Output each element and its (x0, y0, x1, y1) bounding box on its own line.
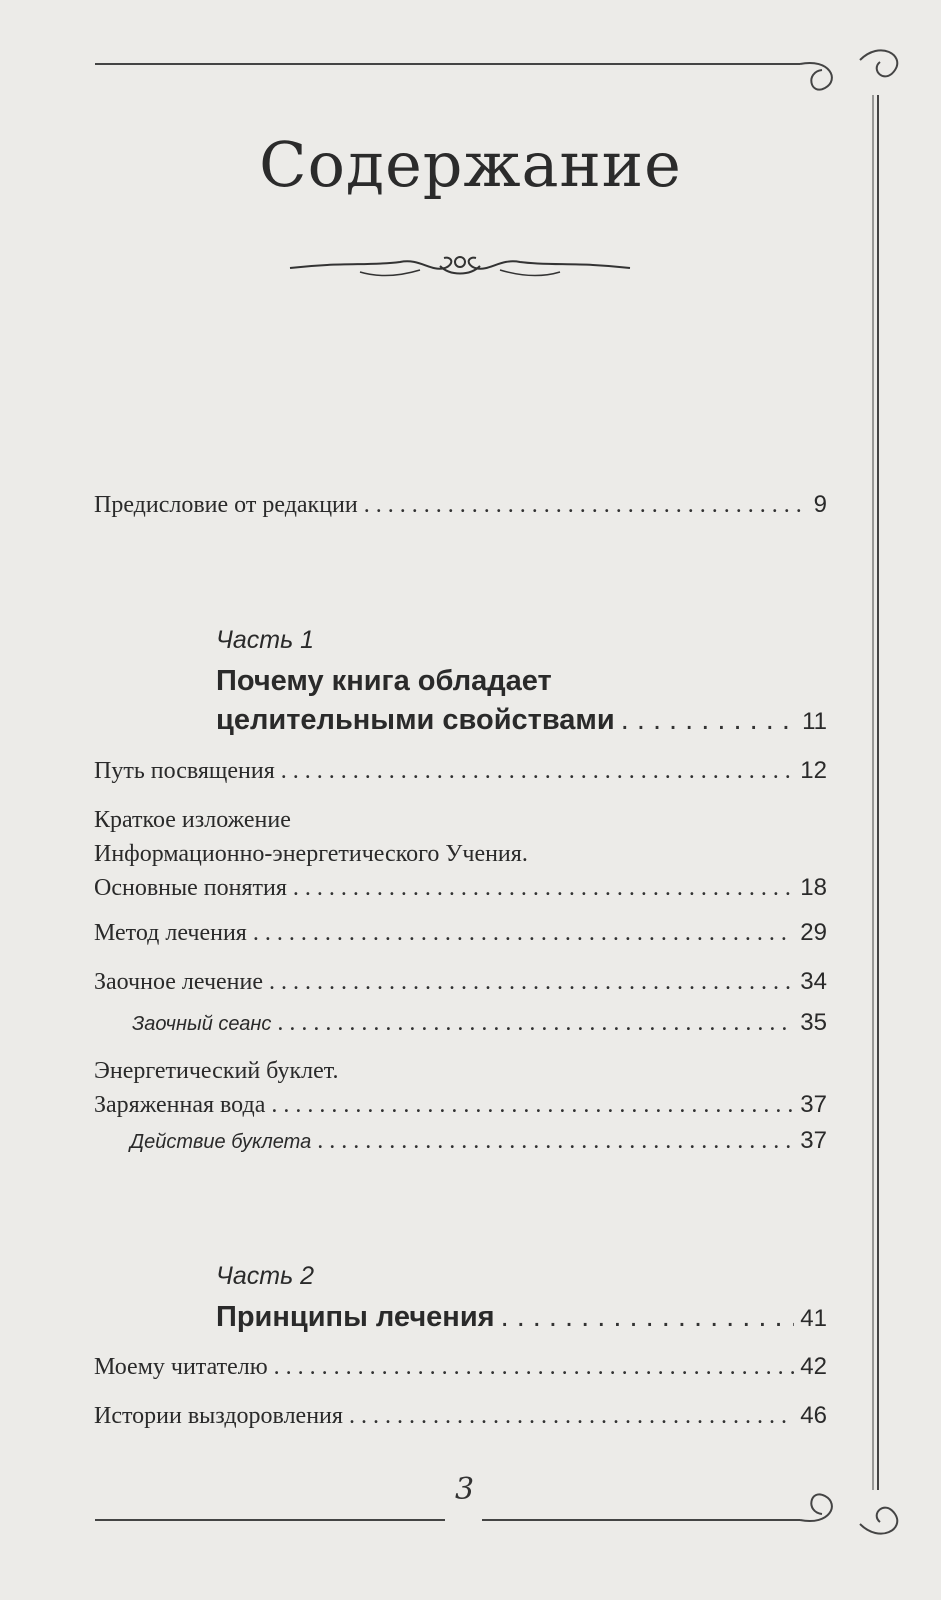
part-1-label: Часть 1 (216, 626, 315, 654)
entry-title: Путь посвящения (94, 758, 275, 784)
part-1-title (216, 662, 827, 741)
part-title-line: целительными свойствами (216, 704, 615, 736)
entry-title-line: Энергетический буклет. (94, 1058, 339, 1084)
entry-page: 35 (800, 1009, 827, 1036)
page-number: 3 (455, 1472, 475, 1507)
entry-title-line: Основные понятия (94, 875, 287, 901)
leader-dots (269, 967, 794, 997)
toc-entry (94, 1352, 827, 1382)
entry-title: Моему читателю (94, 1354, 268, 1380)
leader-dots (621, 701, 796, 740)
page-title: Содержание (259, 128, 682, 201)
leader-dots (349, 1401, 794, 1431)
part-page: 11 (802, 708, 827, 735)
leader-dots (277, 1008, 794, 1038)
leader-dots (253, 918, 794, 948)
toc-entry (94, 803, 827, 905)
toc-entry-preface (94, 490, 827, 520)
part-title-line: Почему книга обладает (216, 665, 552, 697)
entry-page: 18 (800, 874, 827, 901)
entry-page: 46 (800, 1402, 827, 1429)
toc-entry (94, 756, 827, 786)
part-title-line: Принципы лечения (216, 1301, 495, 1333)
leader-dots (317, 1126, 794, 1156)
entry-page: 29 (800, 919, 827, 946)
toc-entry (94, 1401, 827, 1431)
entry-title-line: Информационно-энергетического Учения. (94, 841, 528, 867)
part-2-label: Часть 2 (216, 1262, 315, 1290)
entry-page: 37 (800, 1127, 827, 1154)
toc-subentry (132, 1008, 827, 1039)
part-2-title (216, 1298, 827, 1338)
leader-dots (293, 871, 794, 905)
leader-dots (271, 1088, 794, 1122)
entry-title: Заочное лечение (94, 969, 264, 995)
entry-title: Предисловие от редакции (94, 492, 358, 518)
part-page: 41 (800, 1305, 827, 1332)
entry-title: Метод лечения (94, 920, 247, 946)
entry-title: Действие буклета (130, 1131, 312, 1153)
leader-dots (364, 490, 808, 520)
leader-dots (501, 1298, 795, 1337)
toc-entry (94, 918, 827, 948)
entry-title: Заочный сеанс (132, 1013, 272, 1035)
toc-entry (94, 967, 827, 997)
entry-title-line: Краткое изложение (94, 807, 291, 833)
entry-page: 34 (800, 968, 827, 995)
entry-title: Истории выздоровления (94, 1403, 343, 1429)
toc-subentry (130, 1126, 827, 1157)
title-ornament (290, 257, 630, 276)
leader-dots (281, 756, 795, 786)
entry-page: 42 (800, 1353, 827, 1380)
entry-title-line: Заряженная вода (94, 1092, 266, 1118)
entry-page: 9 (813, 491, 827, 518)
toc-entry (94, 1054, 827, 1122)
entry-page: 12 (800, 757, 827, 784)
entry-page: 37 (800, 1091, 827, 1118)
leader-dots (274, 1352, 795, 1382)
